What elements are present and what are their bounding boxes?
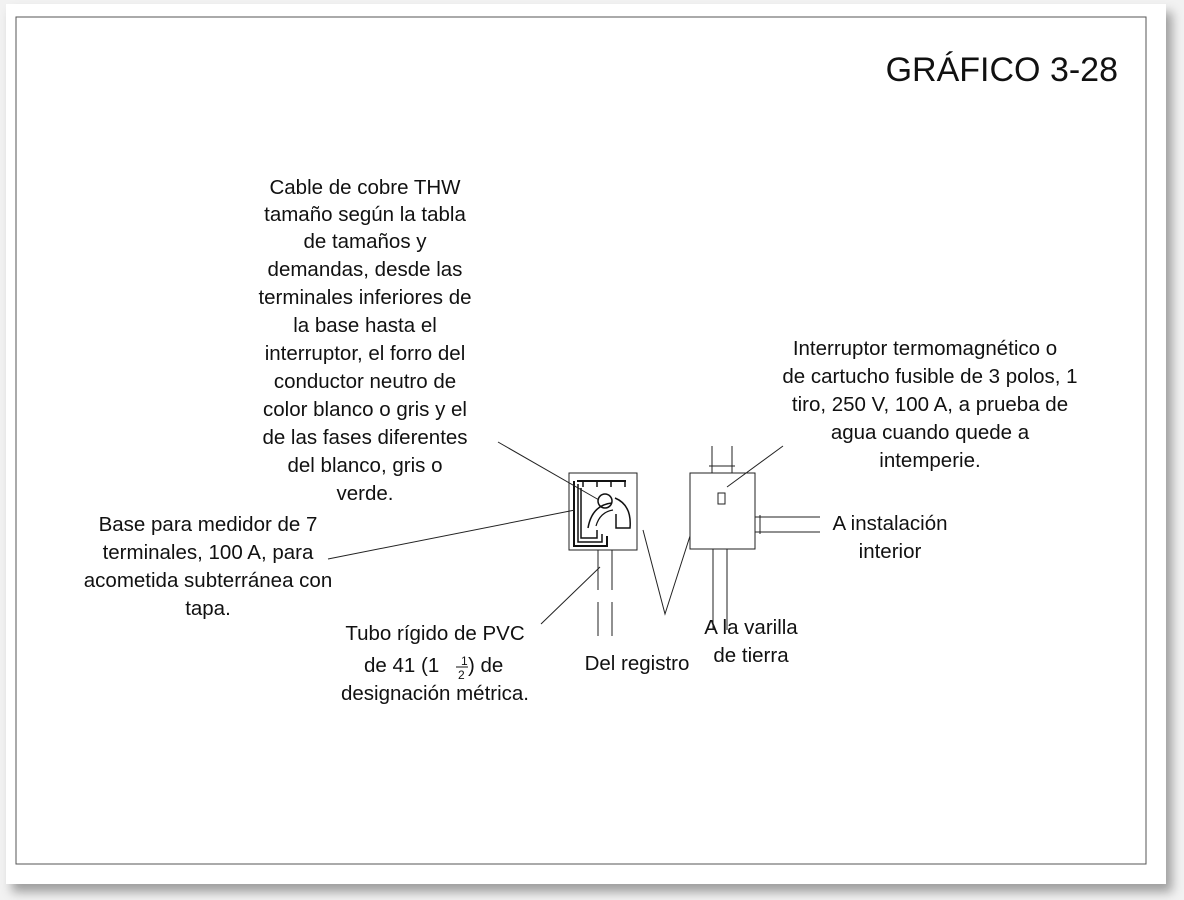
interruptor-line: Interruptor termomagnético o	[792, 337, 1058, 360]
base-line: acometida subterránea con	[83, 569, 333, 592]
interruptor-label	[782, 337, 1077, 472]
interruptor-line: intemperie.	[879, 449, 981, 472]
meter-base-box	[569, 473, 637, 550]
meter-base	[569, 473, 637, 550]
cable-leader	[498, 442, 599, 500]
figure-title: GRÁFICO 3-28	[885, 51, 1118, 89]
interruptor-line: tiro, 250 V, 100 A, a prueba de	[791, 393, 1069, 416]
cable-line: conductor neutro de	[273, 370, 457, 393]
base-leader	[328, 510, 575, 559]
cable-line: verde.	[336, 482, 394, 505]
instalacion-label	[832, 512, 947, 563]
interruptor-line: agua cuando quede a	[830, 421, 1030, 444]
fraction-numerator: 1	[461, 654, 468, 668]
varilla-line: A la varilla	[704, 616, 798, 639]
cable-line: interruptor, el forro del	[264, 342, 466, 365]
cable-line: de las fases diferentes	[262, 426, 468, 449]
cable-line: de tamaños y	[303, 230, 427, 253]
cable-line: del blanco, gris o	[287, 454, 443, 477]
base-line: Base para medidor de 7	[98, 513, 318, 536]
base-line: terminales, 100 A, para	[102, 541, 314, 564]
pvc-conduit	[598, 550, 612, 636]
cable-line: demandas, desde las	[267, 258, 463, 281]
cable-line: terminales inferiores de	[258, 286, 472, 309]
tubo-leader	[541, 567, 600, 624]
tubo-line-prefix: de 41 (1	[364, 654, 440, 677]
switch-handle	[718, 493, 725, 504]
base-label	[84, 513, 332, 620]
interruptor-line: de cartucho fusible de 3 polos, 1	[782, 365, 1078, 388]
varilla-label	[704, 616, 798, 667]
tubo-line: designación métrica.	[340, 682, 530, 705]
switch-box	[690, 446, 820, 630]
switch-box-body	[690, 473, 755, 549]
cable-line: color blanco o gris y el	[263, 398, 467, 421]
cable-line: tamaño según la tabla	[264, 203, 466, 226]
varilla-line: de tierra	[713, 644, 789, 667]
tubo-line-suffix: ) de	[468, 654, 504, 677]
tubo-label	[341, 622, 529, 705]
instalacion-line: interior	[858, 540, 922, 563]
tubo-line: Tubo rígido de PVC	[345, 622, 525, 645]
cable-line: la base hasta el	[293, 314, 437, 337]
instalacion-line: A instalación	[832, 512, 948, 535]
fraction-denominator: 2	[458, 668, 465, 682]
varilla-leader	[643, 530, 690, 614]
base-line: tapa.	[185, 597, 231, 620]
meter-socket	[598, 494, 612, 508]
cable-line: Cable de cobre THW	[269, 176, 461, 199]
registro-label: Del registro	[584, 652, 690, 675]
cable-label	[258, 176, 471, 505]
